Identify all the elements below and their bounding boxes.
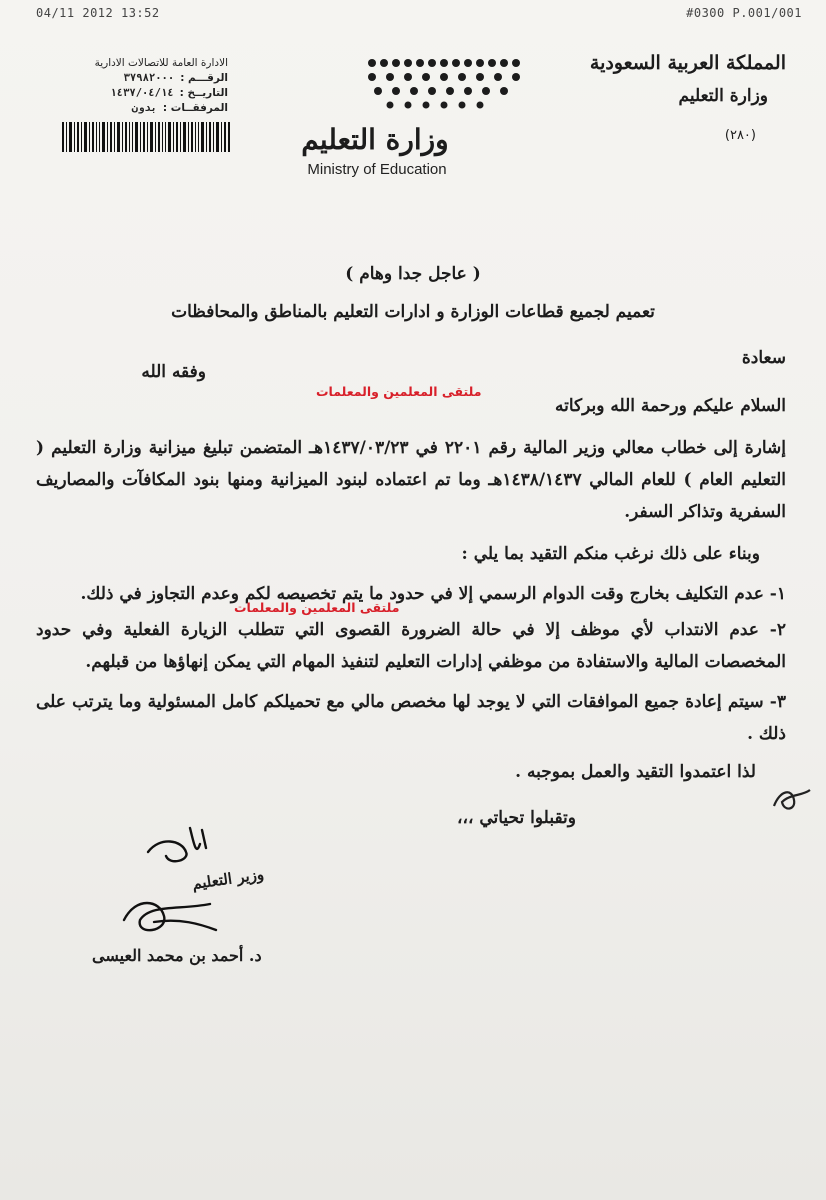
regards-line: وتقبلوا تحياتي ،،، [456, 808, 576, 828]
signer-name: د. أحمد بن محمد العيسى [92, 946, 262, 965]
number-value: ٣٧٩٨٢٠٠٠ [123, 72, 175, 84]
logo-arabic-text: وزارة التعليم [301, 123, 449, 156]
salutation-excellency: سعادة [741, 348, 786, 368]
salutation-greeting: السلام عليكم ورحمة الله وبركاته [555, 396, 786, 416]
reference-box [58, 56, 228, 116]
initials-mark-icon [770, 780, 814, 816]
list-item-1: ١- عدم التكليف بخارج وقت الدوام الرسمي إلا في حدود ما يتم تخصيصه لكم وعدم التجاوز في ذلك. [80, 584, 786, 604]
fax-datetime: 04/11 2012 13:52 [36, 6, 160, 20]
list-item-2: ٢- عدم الانتداب لأي موظف إلا في حالة الضرورة القصوى التي تتطلب الزيارة الفعلية وفي حدود المخصصات المالية والاستفادة من موظفي إدارات التعليم لتنفيذ المهام التي يمكن إنهاؤها من قبلهم. [36, 620, 786, 672]
fax-page-ref: #0300 P.001/001 [686, 6, 802, 20]
signer-title: وزير التعليم [191, 865, 266, 893]
attachments-label: المرفقــات : [162, 102, 228, 114]
logo-english-text: Ministry of Education [307, 161, 447, 178]
barcode-icon [62, 122, 230, 152]
number-label: الرقـــم : [180, 72, 228, 84]
reference-code: (٢٨٠) [724, 128, 756, 143]
letterhead-right [590, 52, 786, 143]
ministry-title: وزارة التعليم [678, 86, 768, 106]
salutation-may-god: وفقه الله [141, 362, 206, 382]
attachments-row [58, 101, 228, 116]
attachments-value: بدون [131, 102, 157, 114]
date-row [58, 86, 228, 101]
circular-title: تعميم لجميع قطاعات الوزارة و ادارات التعليم بالمناطق والمحافظات [171, 302, 655, 322]
number-row [58, 71, 228, 86]
ministry-logo [290, 55, 550, 185]
date-value: ١٤٣٧/٠٤/١٤ [110, 87, 174, 99]
logo-dots-icon [362, 55, 542, 115]
list-item-3: ٣- سيتم إعادة جميع الموافقات التي لا يوجد لها مخصص مالي مع تحميلكم كامل المسئولية وما يترتب على ذلك . [36, 692, 786, 744]
watermark-middle: ملتقى المعلمين والمعلمات [234, 600, 400, 615]
watermark-top: ملتقى المعلمين والمعلمات [316, 384, 482, 399]
kingdom-title: المملكة العربية السعودية [589, 52, 786, 74]
department-label: الادارة العامة للاتصالات الادارية [94, 57, 228, 69]
date-label: التاريــخ : [179, 87, 228, 99]
body-intro: وبناء على ذلك نرغب منكم التقيد بما يلي : [461, 544, 760, 564]
urgent-label: ( عاجل جدا وهام ) [345, 264, 481, 284]
body-paragraph: إشارة إلى خطاب معالي وزير المالية رقم ٢٢٠١ في ١٤٣٧/٠٣/٢٣هـ المتضمن تبليغ ميزانية وزارة التعليم ( التعليم العام ) للعام المالي ١٤٣٨/١٤٣٧هـ وما تم اعتماده لبنود الميزانية ومنها بنود المكافآت والمصاريف السفرية وتذاكر السفر. [36, 438, 786, 522]
closing-line: لذا اعتمدوا التقيد والعمل بموجبه . [515, 762, 756, 782]
